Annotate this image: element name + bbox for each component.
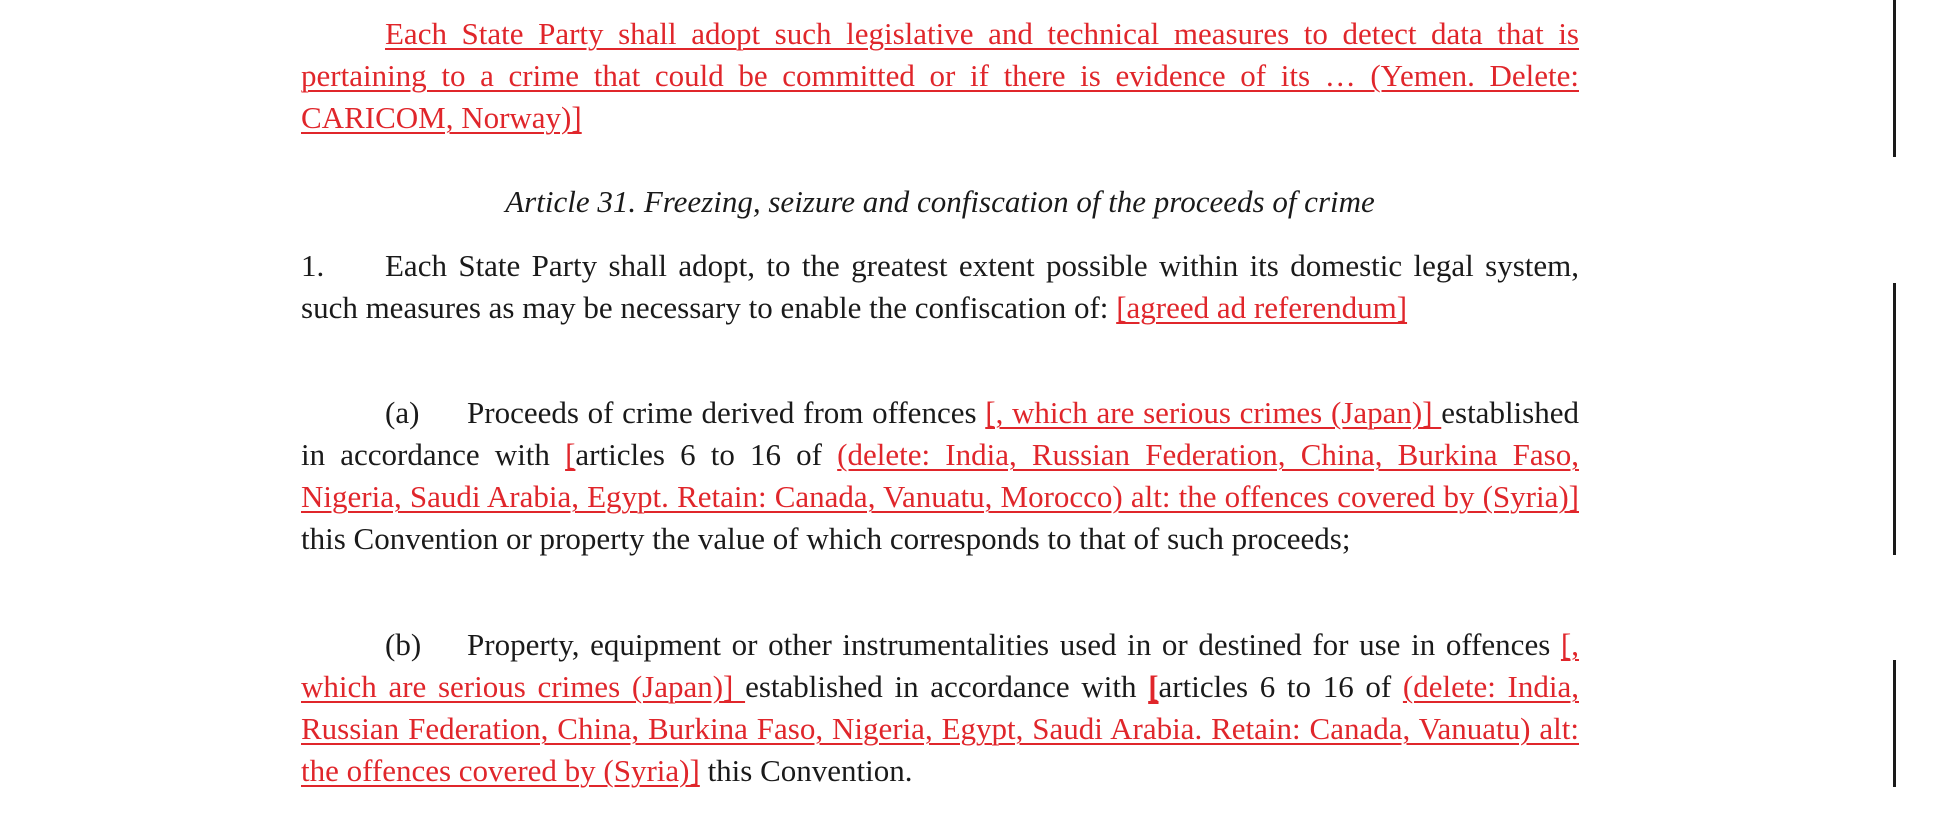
para-a-label: (a) [385,395,420,430]
para1-text: Each State Party shall adopt, to the greatest extent possible within its domestic legal system, such measures as may be necessary to enable the confiscation of: [301,248,1579,325]
para-a-text-4: this Convention or property the value of which corresponds to that of such proceeds; [301,521,1351,556]
para-b-insertion-3: (delete: India, Russian Federation, China, Burkina Faso, Nigeria, Egypt, Saudi Arabia. Retain: Canada, Vanuatu) alt: the offences covered by (Syria)] [301,669,1579,788]
article-heading: Article 31. Freezing, seizure and confiscation of the proceeds of crime [505,184,1375,219]
para-b-text-2: established in accordance with [745,669,1149,704]
change-bar-3 [1893,660,1896,787]
intro-paragraph [301,13,1579,139]
para-b-text-4: this Convention. [699,753,913,788]
para-a-text-3: articles 6 to 16 of [575,437,838,472]
para1-number: 1. [301,248,325,283]
para-a-insertion-1: [, which are serious crimes (Japan)] [985,395,1442,430]
para-b-text-3: articles 6 to 16 of [1158,669,1403,704]
para-a-insertion-2: [ [565,437,576,472]
para-b-insertion-1: [, which are serious crimes (Japan)] [301,627,1579,704]
change-bar-1 [1893,0,1896,157]
para-a-text-2: established in accordance with [301,395,1579,472]
paragraph-1 [301,245,1579,329]
para-b-text-1: Property, equipment or other instrumentalities used in or destined for use in offences [467,627,1561,662]
intro-insertion: Each State Party shall adopt such legislative and technical measures to detect data that is pertaining to a crime that could be committed or if there is evidence of its … (Yemen. Delete: CARICOM, Norway)] [301,16,1579,135]
subparagraph-b [301,624,1579,792]
para-a-text-1: Proceeds of crime derived from offences [467,395,986,430]
change-bar-2 [1893,283,1896,555]
para-b-insertion-2: [ [1148,669,1159,704]
para-a-insertion-3: (delete: India, Russian Federation, China, Burkina Faso, Nigeria, Saudi Arabia, Egypt. Retain: Canada, Vanuatu, Morocco) alt: the offences covered by (Syria)] [301,437,1579,514]
subparagraph-a [301,392,1579,560]
para-b-label: (b) [385,627,422,662]
para1-insertion: [agreed ad referendum] [1116,290,1408,325]
